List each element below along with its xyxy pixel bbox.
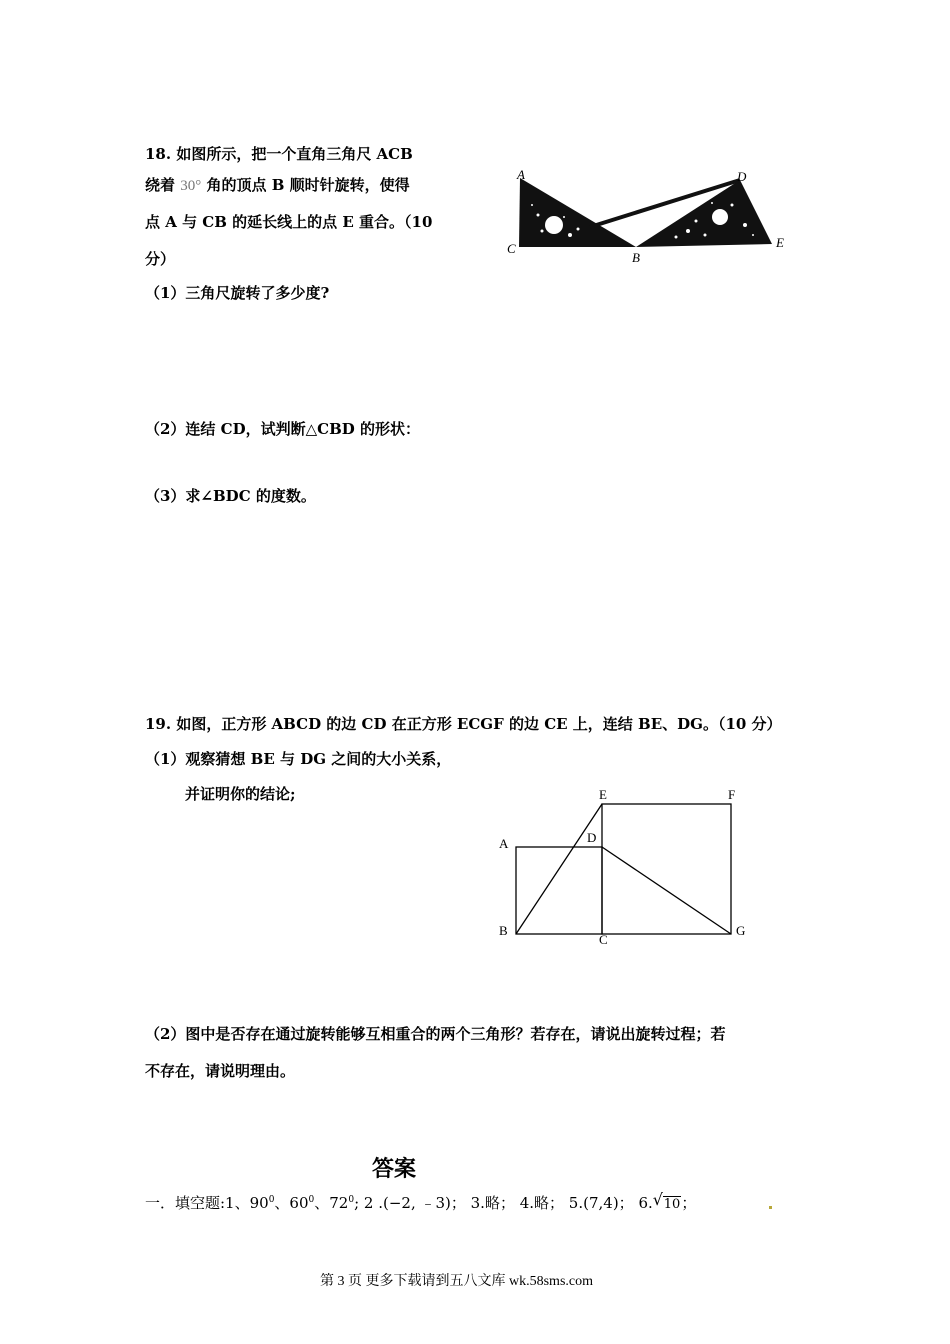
q18-sub2: （2）连结 CD，试判断△CBD 的形状： [145,420,420,438]
q19-sub1-b: 并证明你的结论; [185,785,296,803]
q18-label-a: A [517,167,525,182]
answers-line [145,1190,697,1215]
q18-label-b: B [632,250,640,265]
triangle-acb [519,178,636,247]
square-abcd [516,847,602,934]
answers-sep2: 、72 [314,1194,349,1212]
q19-sub2-a: （2）图中是否存在通过旋转能够互相重合的两个三角形？若存在，请说出旋转过程；若 [145,1025,726,1043]
q18-line1: 18. 如图所示，把一个直角三角尺 ACB [145,145,413,163]
answers-prefix: 一．填空题:1、90 [145,1194,269,1212]
q18-line2-a: 绕着 [145,176,176,194]
q18-label-c: C [507,241,516,256]
answers-deg-3: 0 [348,1195,355,1205]
q19-label-e: E [599,787,607,802]
q18-label-d: D [737,169,747,184]
square-ecgf [602,804,731,934]
stray-dot [769,1206,772,1209]
q18-sub3: （3）求∠BDC 的度数。 [145,487,316,505]
q19-figure [490,780,760,955]
segment-be [516,804,602,934]
answers-deg-1: 0 [268,1195,275,1205]
answers-title: 答案 [372,1156,417,1182]
q19-label-g: G [736,923,746,938]
q19-label-b: B [499,923,508,938]
ruler-hole-left [545,216,563,234]
q18-sub1: （1）三角尺旋转了多少度? [145,284,330,302]
segment-dg [602,847,731,934]
sqrt-ten [652,1190,682,1215]
page-footer: 第 3 页 更多下载请到五八文库 wk.58sms.com [320,1274,593,1289]
sqrt-value: 10 [663,1197,681,1212]
q19-label-d: D [587,830,597,845]
q19-sub1-a: （1）观察猜想 BE 与 DG 之间的大小关系， [145,750,452,768]
radical-icon: √ [652,1190,663,1209]
q18-line2 [145,175,410,196]
ruler-hole-right [712,209,728,225]
q18-line2-b: 角的顶点 B 顺时针旋转，使得 [206,176,410,194]
q19-label-a: A [499,836,509,851]
q18-line3: 点 A 与 CB 的延长线上的点 E 重合。（10 [145,213,433,231]
answers-tail: ； [681,1194,697,1212]
q19-line1: 19. 如图，正方形 ABCD 的边 CD 在正方形 ECGF 的边 CE 上，连结 BE、DG。（10 分） [145,715,782,733]
q19-label-f: F [728,787,736,802]
q19-label-c: C [599,932,608,947]
q18-line4: 分） [145,250,176,268]
answers-sep1: 、60 [274,1194,309,1212]
q19-sub2-b: 不存在，请说明理由。 [145,1062,296,1080]
q18-figure [500,165,800,265]
answers-rest: ; 2 .(−2, ﹣3)； 3.略； 4.略； 5.(7,4)； 6. [354,1194,653,1212]
answers-deg-2: 0 [308,1195,315,1205]
q18-label-e: E [776,235,784,250]
q18-angle: 30° [180,178,202,194]
